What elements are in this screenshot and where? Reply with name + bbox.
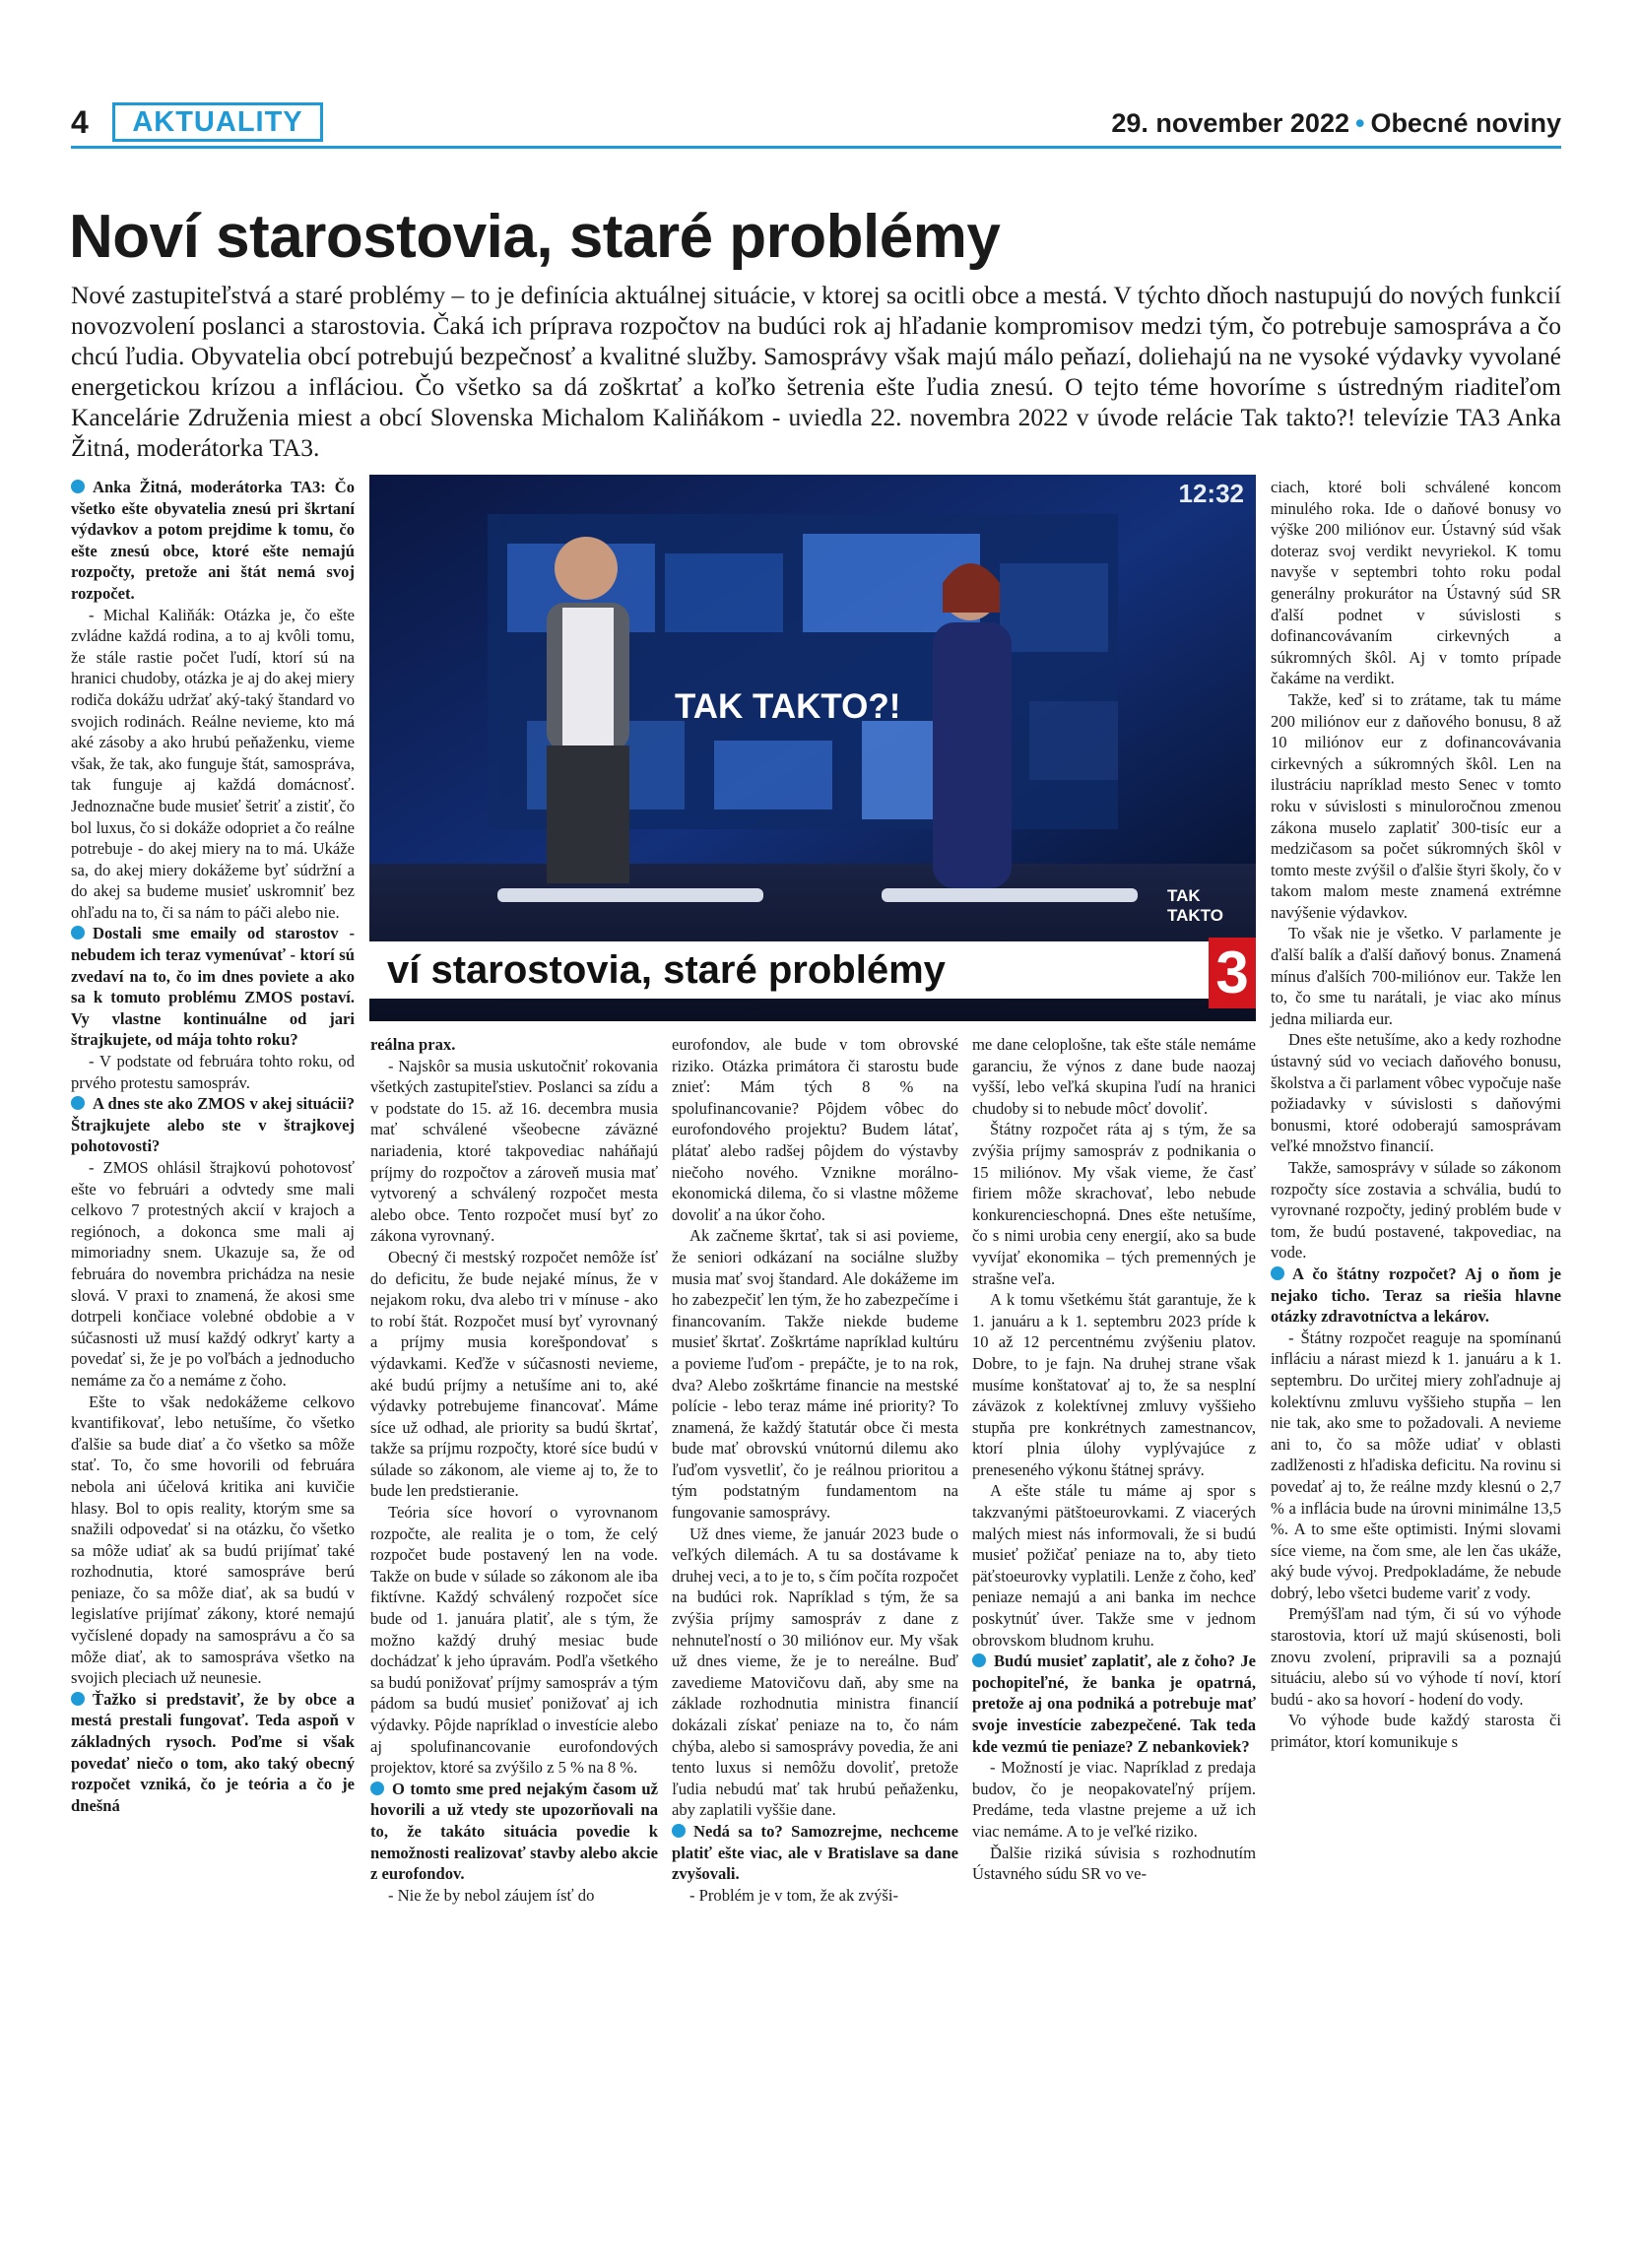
- paragraph: Takže, samosprávy v súlade so zákonom rozpočty síce zostavia a schvália, budú to vyrovnané rozpočty, jediný problém bude v tom, že budú postavené, takpovediac, na vode.: [1271, 1158, 1561, 1263]
- paragraph-continuation: ciach, ktoré boli schválené koncom minulého roka. Ide o daňové bonusy vo výške 200 miliónov eur. Ústavný súd však doteraz svoj verdikt nevyriekol. K tomu navyše v septembri tohto roku podal generálny prokurátor na Ústavný súd SR ďalší podnet v súvislosti s dofinancovávaním cirkevných a súkromných škôl. Aj v tomto prípade čakáme na verdikt.: [1271, 478, 1561, 688]
- paragraph: Premýšľam nad tým, či sú vo výhode starostovia, ktorí už majú skúsenosti, boli znovu zvolení, pripravili sa a poznajú situáciu, alebo sú vo výhode tí noví, ktorí budú - ako sa hovorí - hodení do vody.: [1271, 1604, 1561, 1709]
- interview-question: Anka Žitná, moderátorka TA3: Čo všetko ešte obyvatelia znesú pri škrtaní výdavkov a potom prejdime k tomu, čo ešte znesú obce, ktoré ešte nemajú rozpočty, pretože ani štát nemá svoj rozpočet.: [71, 478, 355, 603]
- lower-third-text: ví starostovia, staré problémy: [387, 948, 946, 992]
- screen-show-title: TAK TAKTO?!: [675, 687, 901, 726]
- paragraph: Vo výhode bude každý starosta či primátor, ktorí komunikuje s: [1271, 1711, 1561, 1752]
- issue-date: 29. november 2022: [1111, 108, 1349, 138]
- paragraph: To však nie je všetko. V parlamente je ďalší balík a ďalší daňový bonus. Znamená mínus ďalších 700-miliónov eur. Takže len to, čo sme tu narátali, je viac ako mínus jedna miliarda eur.: [1271, 924, 1561, 1028]
- host-figure: [933, 563, 1012, 888]
- paragraph: Takže, keď si to zrátame, tak tu máme 200 miliónov eur z daňového bonusu, 8 až 10 miliónov eur z dofinancovávania cirkevných a súkromných škôl. Len na ilustráciu napríklad mesto Senec v tomto roku v súvislosti s minuloročnou zmenou zákona muselo zaplatiť 300-tisíc eur a medzičasom sa počet súkromných škôl v tomto meste zvýšil o ďalšie štyri školy, čo v takom malom meste znamená extrémne navýšenie výdavkov.: [1271, 689, 1561, 922]
- text-column-4: [972, 1034, 1256, 1885]
- text-column-3: [672, 1034, 958, 1906]
- text-column-5: [1271, 477, 1561, 1753]
- show-logo-text: TAK TAKTO: [1167, 886, 1223, 925]
- article-title: Noví starostovia, staré problémy: [69, 203, 1001, 271]
- publication-name: Obecné noviny: [1370, 108, 1561, 138]
- text-column-2: [370, 1034, 658, 1906]
- paragraph: Ešte to však nedokážeme celkovo kvantifikovať, lebo netušíme, čo všetko ďalšie sa bude diať a čo všetko sa môže stať. To, čo sme hovorili od februára nebola ani účelová kritika ani kuvičie hlasy. Bol to opis reality, ktorým sme sa snažili odpovedať si na otázku, čo všetko sa môže udiať ak sa budú prijímať také rozhodnutia, ktoré samospráve berú peniaze, čo sa môže diať, ak sa budú v legislatíve prijímať zákony, ktoré nemajú vyčíslené dopady na samosprávu a čo sa môže diať, ak to samospráva všetko na svojich pleciach už neunesie.: [71, 1392, 355, 1688]
- interview-question: A dnes ste ako ZMOS v akej situácii? Štrajkujete alebo ste v štrajkovej pohotovosti?: [71, 1094, 355, 1156]
- question-continuation: reálna prax.: [370, 1035, 456, 1054]
- interview-question: Nedá sa to? Samozrejme, nechceme platiť ešte viac, ale v Bratislave sa dane zvyšovali.: [672, 1821, 958, 1884]
- paragraph: Ak začneme škrtať, tak si asi povieme, že seniori odkázaní na sociálne služby musia mať svoj štandard. Ale dokážeme im ho zabezpečiť len tým, že ho zabezpečíme i financovaním. Takže niekde budeme musieť škrtať. Zoškrtáme napríklad kultúru a povieme ľuďom - prepáčte, je to na rok, dva? Alebo zoškrtáme financie na mestské polície - lebo teraz máme iné priority? To znamená, že každý štatutár obce či mesta bude mať obrovskú vnútornú dilemu ako ľuďom vysvetliť, čo je reálnou prioritou a tým podstatným fundamentom na fungovanie samosprávy.: [672, 1226, 958, 1523]
- paragraph: - Štátny rozpočet reaguje na spomínanú infláciu a nárast miezd k 1. januáru a k 1. septembru. Do určitej miery zohľadnuje aj kolektívnu zmluvu vyššieho stupňa – len nie tak, ako sme to požadovali. A nevieme ani to, čo sa môže udiať v oblasti zadlženosti z hľadiska deficitu. Na rovinu si povedať aj to, že reálne mzdy klesnú o 2,7 % a inflácia bude na úrovni minimálne 13,5 %. A to sme ešte optimisti. Inými slovami síce vieme, na čom sme, ale len čas ukáže, aký bude vývoj. Predpokladáme, že nebude dobrý, lebo všetci budeme variť z vody.: [1271, 1328, 1561, 1602]
- paragraph: - Najskôr sa musia uskutočniť rokovania všetkých zastupiteľstiev. Poslanci sa zídu a v podstate do 15. až 16. decembra musia mať schválené všeobecne záväzné nariadenia, ktoré takpovediac naháňajú príjmy do rozpočtov a zároveň musia mať vytvorený a schválený rozpočet mesta alebo obce. Tento rozpočet musí byť zo zákona vyrovnaný.: [370, 1056, 658, 1246]
- paragraph-continuation: eurofondov, ale bude v tom obrovské riziko. Otázka primátora či starostu bude znieť: Mám tých 8 % na spolufinancovanie? Pôjdem vôbec do eurofondového projektu? Budem látať, plátať alebo radšej pôjdem do výstavby niečoho nového. Vznikne morálno-ekonomická dilema, čo si vlastne môžeme dovoliť a na úkor čoho.: [672, 1035, 958, 1224]
- section-label: AKTUALITY: [112, 102, 323, 142]
- article-lead: Nové zastupiteľstvá a staré problémy – to je definícia aktuálnej situácie, v ktorej sa ocitli obce a mestá. V týchto dňoch nastupujú do nových funkcií novozvolení poslanci a starostovia. Čaká ich príprava rozpočtov na budúci rok aj hľadanie kompromisov medzi tým, čo potrebuje samospráva a čo chcú ľudia. Obyvatelia obcí potrebujú bezpečnosť a kvalitné služby. Samosprávy však majú málo peňazí, doliehajú na ne vysoké výdavky vyvolané energetickou krízou a infláciou. Čo všetko sa dá zoškrtať a koľko šetrenia ešte ľudia znesú. O tejto téme hovoríme s ústredným riaditeľom Kancelárie Združenia miest a obcí Slovenska Michalom Kaliňákom - uviedla 22. novembra 2022 v úvode relácie Tak takto?! televízie TA3 Anka Žitná, moderátorka TA3.: [71, 281, 1561, 462]
- header-dateline: [1111, 108, 1561, 138]
- interview-question: A čo štátny rozpočet? Aj o ňom je nejako ticho. Teraz sa riešia hlavne otázky zdravotníctva a lekárov.: [1271, 1264, 1561, 1327]
- header-rule: [71, 146, 1561, 149]
- paragraph: A k tomu všetkému štát garantuje, že k 1. januáru a k 1. septembru 2023 príde k 10 až 12 percentnému zvýšeniu platov. Dobre, to je fajn. Na druhej strane však musíme konštatovať aj to, že sa nesplní záväzok z kolektívnej zmluvy vyššieho stupňa pre konkrétnych zamestnancov, ktorí plnia úlohy vyplývajúce z preneseného výkonu štátnej správy.: [972, 1290, 1256, 1479]
- interview-question: O tomto sme pred nejakým časom už hovorili a už vtedy ste upozorňovali na to, že takáto situácia povedie k nemožnosti realizovať stavby alebo akcie z eurofondov.: [370, 1779, 658, 1884]
- paragraph: Štátny rozpočet ráta aj s tým, že sa zvýšia príjmy samospráv z podnikania o 15 miliónov. My však vieme, že časť firiem môže skrachovať, lebo nebude konkurencieschopná. Dnes ešte netušíme, čo s nimi urobia ceny energií, ako sa bude vyvíjať ekonomika – tých premenných je strašne veľa.: [972, 1120, 1256, 1288]
- paragraph: - ZMOS ohlásil štrajkovú pohotovosť ešte vo februári a odvtedy sme mali celkovo 7 protestných akcií v krajoch a regiónoch, a dokonca sme mali aj mimoriadny snem. Ukazuje sa, že od februára do novembra prichádza na nesie slová. V praxi to znamená, že akosi sme dotrpeli končiace volebné obdobie a v súčasnosti už musí každý odkryť karty a povedať si, že je po voľbách a jednoducho nemáme za čo a nemáme z čoho.: [71, 1158, 355, 1390]
- channel-logo: 3: [1209, 938, 1256, 1008]
- page-number: 4: [71, 104, 89, 140]
- text-column-1: [71, 477, 355, 1816]
- tv-studio-scene: [369, 475, 1256, 1021]
- broadcast-clock: 12:32: [1178, 479, 1244, 508]
- paragraph: - V podstate od februára tohto roku, od prvého protestu samospráv.: [71, 1052, 355, 1092]
- paragraph: Teória síce hovorí o vyrovnanom rozpočte, ale realita je o tom, že celý rozpočet bude postavený len na vode. Takže on bude v súlade so zákonom ale iba fiktívne. Každý schválený rozpočet síce bude od 1. januára platiť, ale s tým, že možno každý druhý mesiac bude dochádzať k jeho úpravám. Podľa všetkého sa budú ponižovať príjmy samospráv a tým pádom sa budú musieť ponižovať aj ich výdavky. Pôjde napríklad o investície alebo aj spolufinancovanie eurofondových projektov, ktoré sa zvýšilo z 5 % na 8 %.: [370, 1503, 658, 1778]
- paragraph: - Michal Kaliňák: Otázka je, čo ešte zvládne každá rodina, a to aj kvôli tomu, že stále rastie počet ľudí, ktorí sú na hranici chudoby, otázka je aj do akej miery rodiča dokážu udržať aký-taký štandard vo svojich rodinách. Reálne nevieme, kto má aké zásoby a ako hrubú peňaženku, vieme však, že tak, ako funguje štát, samospráva, tak funguje aj každá domácnosť. Jednoznačne bude musieť šetriť a zistiť, čo bol luxus, čo si dokáže odopriet a čo reálne potrebuje - do akej miery na to má. Ukáže sa, do akej miery dokážeme byť súdržní a do akej sa budeme musieť uskromniť bez ohľadu na to, či sa nám to páči alebo nie.: [71, 605, 355, 922]
- paragraph: Už dnes vieme, že január 2023 bude o veľkých dilemách. A tu sa dostávame k druhej veci, a to je to, s čím počíta rozpočet na budúci rok. Napríklad s tým, že sa zvýšia príjmy samospráv z dane z nehnuteľností o 30 miliónov eur. My však už dnes vieme, že je to nereálne. Buď zavedieme Matovičovu daň, aby sme na základe rozhodnutia ministra financií dokázali získať peniaze na to, čo nám chýba, alebo si samosprávy povedia, že ani tento luxus si nemôžu dovoliť, pretože ľudia nebudú mať tak hrubú peňaženku, aby zaplatili vyššie dane.: [672, 1523, 958, 1820]
- paragraph: Obecný či mestský rozpočet nemôže ísť do deficitu, že bude nejaké mínus, že v nejakom roku, dva alebo tri v mínuse - ako to robí štát. Rozpočet musí byť vyrovnaný a príjmy musia korešpondovať s výdavkami. Keďže v súčasnosti nevieme, aké budú príjmy a netušíme ani to, aké výdavky potrebujeme financovať. Máme síce už odhad, ale priority sa budú škrtať, takže sa príjmu rozpočty, ktoré síce budú v súlade so zákonom, ale vieme aj to, že to bude len predstieranie.: [370, 1247, 658, 1501]
- interview-question: Budú musieť zaplatiť, ale z čoho? Je pochopiteľné, že banka je opatrná, pretože aj ona podniká a potrebuje mať svoje investície zabezpečené. Tak teda kde vezmú tie peniaze? Z nebankoviek?: [972, 1652, 1256, 1756]
- paragraph: - Nie že by nebol záujem ísť do: [388, 1885, 595, 1905]
- paragraph: - Možností je viac. Napríklad z predaja budov, čo je neopakovateľný príjem. Predáme, teda vlastne prejeme a už ich viac nemáme. A to je veľké riziko.: [972, 1758, 1256, 1841]
- interview-question: Dostali sme emaily od starostov - nebudem ich teraz vymenúvať - ktorí sú zvedaví na to, čo im dnes poviete a ako sa k tomuto problému ZMOS postaví. Vy vlastne kontinuálne od jari štrajkujete, od mája tohto roku?: [71, 924, 355, 1050]
- article-photo: [369, 475, 1256, 1021]
- paragraph: - Problém je v tom, že ak zvýši-: [689, 1885, 898, 1905]
- separator-dot: •: [1354, 108, 1365, 138]
- paragraph: A ešte stále tu máme aj spor s takzvanými pätštoeurovkami. Z viacerých malých miest nás informovali, že si budú musieť požičať peniaze na to, aby tieto päťstoeurovky vyplatili. Lenže z čoho, keď peniaze nemajú a ani banka im nechce poskytnúť úver. Takže sme v jednom obrovskom bludnom kruhu.: [972, 1481, 1256, 1650]
- interview-question: Ťažko si predstaviť, že by obce a mestá prestali fungovať. Teda aspoň v základných rysoch. Poďme si však povedať niečo o tom, ako taký obecný rozpočet vzniká, čo je teória a čo je dnešná: [71, 1689, 355, 1815]
- paragraph-continuation: me dane celoplošne, tak ešte stále nemáme garanciu, že výnos z dane bude naozaj vyšší, lebo veľká skupina ľudí na hranici chudoby si to nebude môcť dovoliť.: [972, 1035, 1256, 1118]
- paragraph: Dnes ešte netušíme, ako a kedy rozhodne ústavný súd vo veciach daňového bonusu, školstva a či parlament vôbec vypočuje naše požiadavky v súvislosti s daňovými bonusmi, ktoré odoberajú samosprávam veľké množstvo financií.: [1271, 1030, 1561, 1156]
- paragraph: Ďalšie riziká súvisia s rozhodnutím Ústavného súdu SR vo ve-: [972, 1843, 1256, 1884]
